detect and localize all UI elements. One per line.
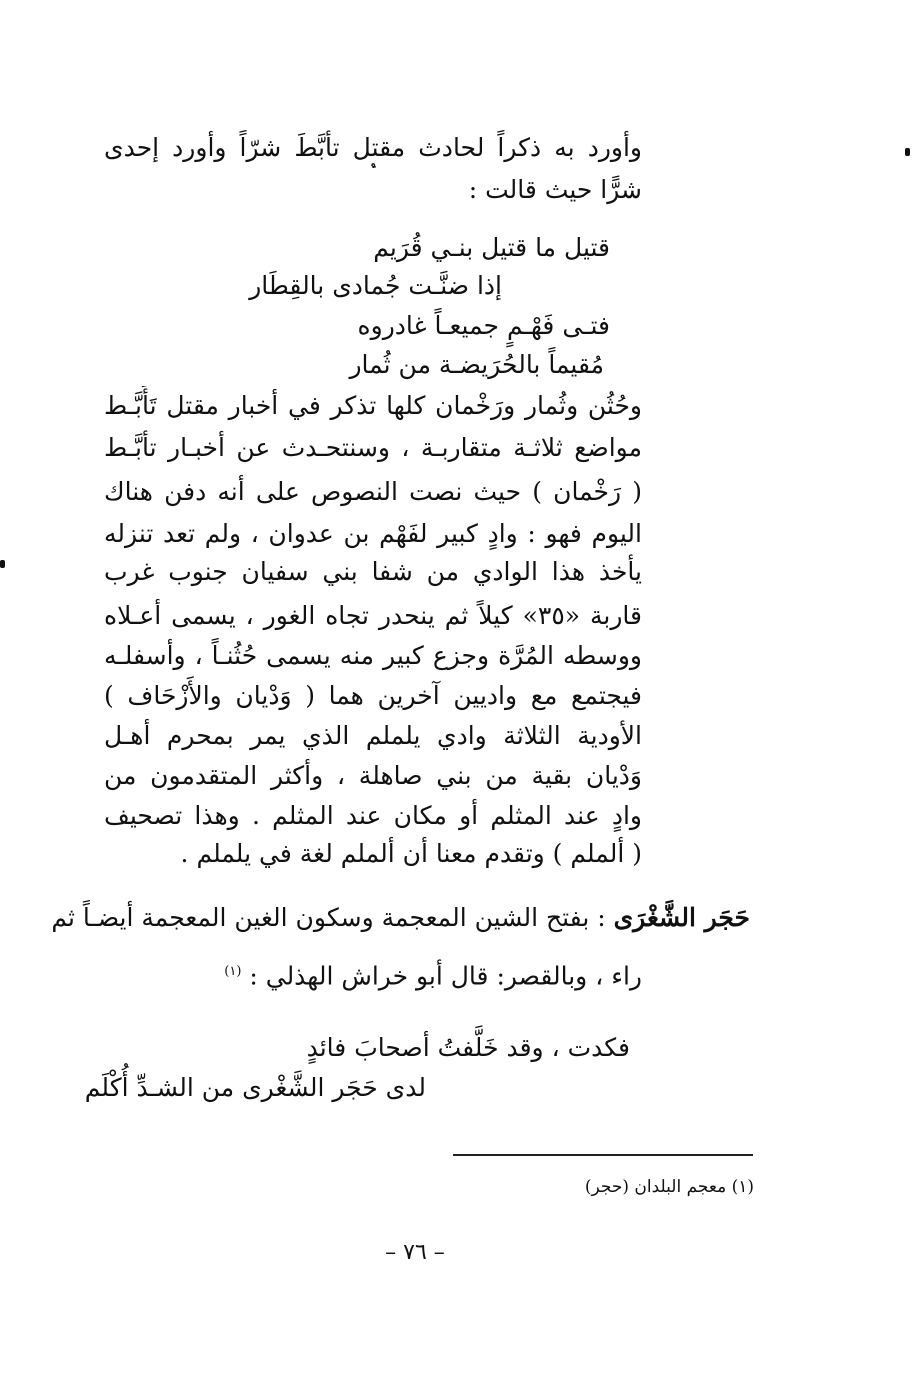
entry-text: : بفتح الشين المعجمة وسكون الغين المعجمة أيضـاً ثم bbox=[51, 903, 614, 932]
paragraph-line: يأخذ هذا الوادي من شفا بني سفيان جنوب غرب bbox=[104, 557, 642, 586]
paragraph-line: قاربة «٣٥» كيلاً ثم ينحدر تجاه الغور ، يسمى أعـلاه bbox=[104, 601, 642, 630]
paragraph-line: ( ألملم ) وتقدم معنا أن ألملم لغة في يلملم . bbox=[180, 839, 642, 868]
scan-mark bbox=[0, 560, 5, 568]
entry-headword: حَجَر الشَّغْرَى bbox=[613, 903, 750, 932]
paragraph-line: شرًّا حيث قالت : bbox=[468, 175, 642, 204]
paragraph-line: الأودية الثلاثة وادي يلملم الذي يمر بمحرم أهـل bbox=[104, 721, 642, 750]
footnote-marker: (١) bbox=[224, 964, 242, 979]
poem-verse: لدى حَجَر الشَّغْرى من الشـدِّ أُكْلَم bbox=[84, 1073, 426, 1102]
poem-verse: فتـى فَهْـمٍ جميعـاً غادروه bbox=[357, 311, 610, 340]
paragraph-line: وحُثُن وثُمار ورَخْمان كلها تذكر في أخبار مقتل تَأَبَّـط bbox=[104, 391, 642, 420]
page-number: – ٧٦ – bbox=[385, 1240, 445, 1265]
scan-mark bbox=[905, 148, 910, 156]
poem-verse: مُقيماً بالحُرَيضـة من ثُمار bbox=[349, 350, 604, 379]
entry-text: راء ، وبالقصر: قال أبو خراش الهذلي : bbox=[249, 961, 642, 991]
entry-line bbox=[51, 898, 750, 938]
paragraph-line: فيجتمع مع واديين آخرين هما ( وَدْيان والأَزْحَاف ) bbox=[104, 681, 642, 710]
paragraph-line: وأورد به ذكراً لحادث مقتل تأبَّطَ شرّاً وأورد إحدى bbox=[104, 133, 642, 162]
poem-verse: إذا ضنَّـت جُمادى بالقِطَار bbox=[249, 271, 502, 300]
footnote: (١) معجم البلدان (حجر) bbox=[584, 1177, 754, 1197]
paragraph-line: وَدْيان بقية من بني صاهلة ، وأكثر المتقدمون من bbox=[104, 761, 642, 790]
paragraph-line: وادٍ عند المثلم أو مكان عند المثلم . وهذا تصحيف bbox=[104, 801, 642, 830]
paragraph-line: اليوم فهو : وادٍ كبير لفَهْم بن عدوان ، ولم تعد تنزله bbox=[104, 519, 642, 548]
poem-verse: فكدت ، وقد خَلَّفتُ أصحابَ فائدٍ bbox=[306, 1033, 630, 1062]
poem-verse: قتيل ما قتيل بنـي قُرَيم bbox=[373, 233, 610, 262]
footnote-rule bbox=[453, 1154, 753, 1156]
paragraph-line: مواضع ثلاثـة متقاربـة ، وسنتحـدث عن أخبـار تأبَّـط bbox=[104, 433, 642, 462]
entry-line bbox=[224, 952, 642, 996]
paragraph-line: ( رَخْمان ) حيث نصت النصوص على أنه دفن هناك bbox=[104, 477, 642, 506]
paragraph-line: ووسطه المُرَّة وجزع كبير منه يسمى حُثُنـاً ، وأسفلـه bbox=[104, 641, 642, 670]
